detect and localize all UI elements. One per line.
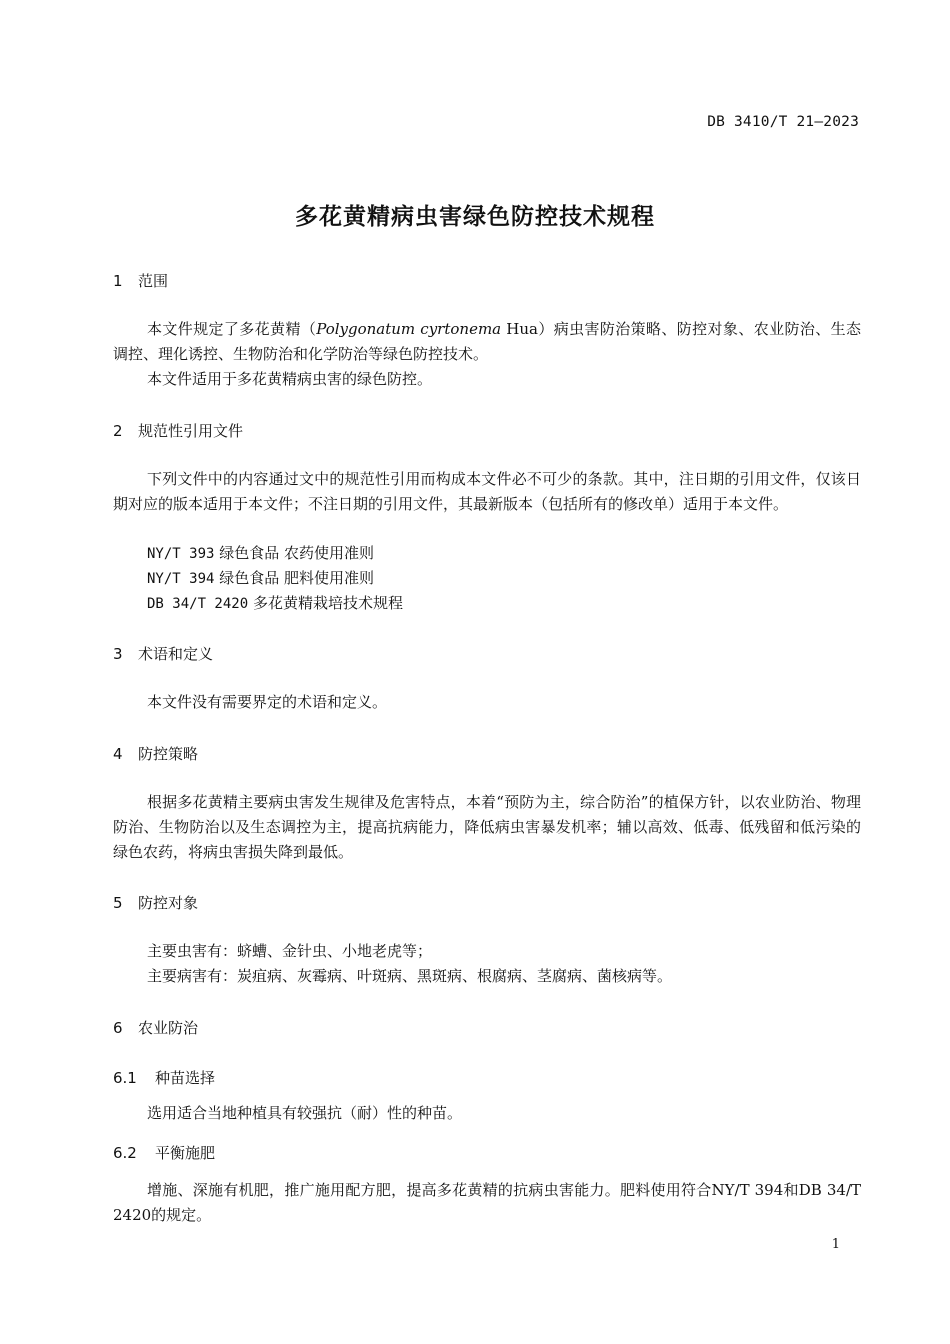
section-4-paragraph-1: 根据多花黄精主要病虫害发生规律及危害特点，本着“预防为主，综合防治”的植保方针，以农业防治、物理防治、生物防治以及生态调控为主，提高抗病能力，降低病虫害暴发机率；辅以高效、低毒、低残留和低污染的绿色农药，将病虫害损失降到最低。 (113, 793, 861, 861)
section-4-heading (113, 743, 198, 764)
latin-name: Polygonatum cyrtonema (316, 320, 502, 338)
section-title: 规范性引用文件 (138, 422, 244, 440)
reference-title: 多花黄精栽培技术规程 (252, 594, 403, 612)
section-title: 范围 (138, 272, 169, 290)
section-2-heading (113, 420, 243, 441)
section-3-heading (113, 643, 213, 664)
section-title: 农业防治 (138, 1019, 199, 1037)
section-3-paragraph-1: 本文件没有需要界定的术语和定义。 (147, 693, 388, 711)
document-title: 多花黄精病虫害绿色防控技术规程 (295, 204, 655, 230)
section-1-heading (113, 270, 168, 291)
disease-list-line: 主要病害有：炭疽病、灰霉病、叶斑病、黑斑病、根腐病、茎腐病、菌核病等。 (147, 967, 673, 985)
section-number: 4 (113, 745, 123, 763)
subsection-6-2-heading (113, 1142, 215, 1163)
section-number: 3 (113, 645, 123, 663)
reference-title: 绿色食品 肥料使用准则 (219, 569, 374, 587)
reference-code: DB 34/T 2420 (147, 596, 249, 612)
subsection-number: 6.1 (113, 1069, 137, 1087)
subsection-number: 6.2 (113, 1144, 137, 1162)
reference-title: 绿色食品 农药使用准则 (219, 544, 374, 562)
section-title: 防控策略 (138, 745, 199, 763)
section-number: 6 (113, 1019, 123, 1037)
pest-list-line: 主要虫害有：蛴螬、金针虫、小地老虎等； (147, 942, 433, 960)
text-run: 本文件规定了多花黄精（ (147, 320, 317, 338)
reference-item (147, 566, 374, 592)
reference-code: NY/T 393 (147, 546, 215, 562)
subsection-6-1-paragraph: 选用适合当地种植具有较强抗（耐）性的种苗。 (147, 1104, 463, 1122)
section-1-paragraph-2: 本文件适用于多花黄精病虫害的绿色防控。 (147, 370, 433, 388)
page-number: 1 (831, 1237, 840, 1252)
section-number: 1 (113, 272, 123, 290)
section-title: 防控对象 (138, 894, 199, 912)
reference-item (147, 591, 403, 617)
section-1-paragraph-1 (113, 317, 861, 367)
subsection-title: 平衡施肥 (155, 1144, 216, 1162)
reference-code: NY/T 394 (147, 571, 215, 587)
section-number: 5 (113, 894, 123, 912)
text-run: Hua）病虫害防治策略、防控对象、农业防治、生态调控、理化诱控、生物防治和化学防治等绿色防控技术。 (113, 320, 861, 363)
section-title: 术语和定义 (138, 645, 214, 663)
section-number: 2 (113, 422, 123, 440)
reference-item (147, 541, 374, 567)
subsection-6-2-paragraph: 增施、深施有机肥，推广施用配方肥，提高多花黄精的抗病虫害能力。肥料使用符合NY/T 394和DB 34/T 2420的规定。 (113, 1181, 861, 1224)
section-6-heading (113, 1017, 198, 1038)
subsection-title: 种苗选择 (155, 1069, 216, 1087)
section-2-paragraph-1: 下列文件中的内容通过文中的规范性引用而构成本文件必不可少的条款。其中，注日期的引用文件，仅该日期对应的版本适用于本文件；不注日期的引用文件，其最新版本（包括所有的修改单）适用于本文件。 (113, 470, 861, 513)
section-5-heading (113, 892, 198, 913)
subsection-6-1-heading (113, 1067, 215, 1088)
standard-code: DB 3410/T 21—2023 (707, 114, 859, 130)
